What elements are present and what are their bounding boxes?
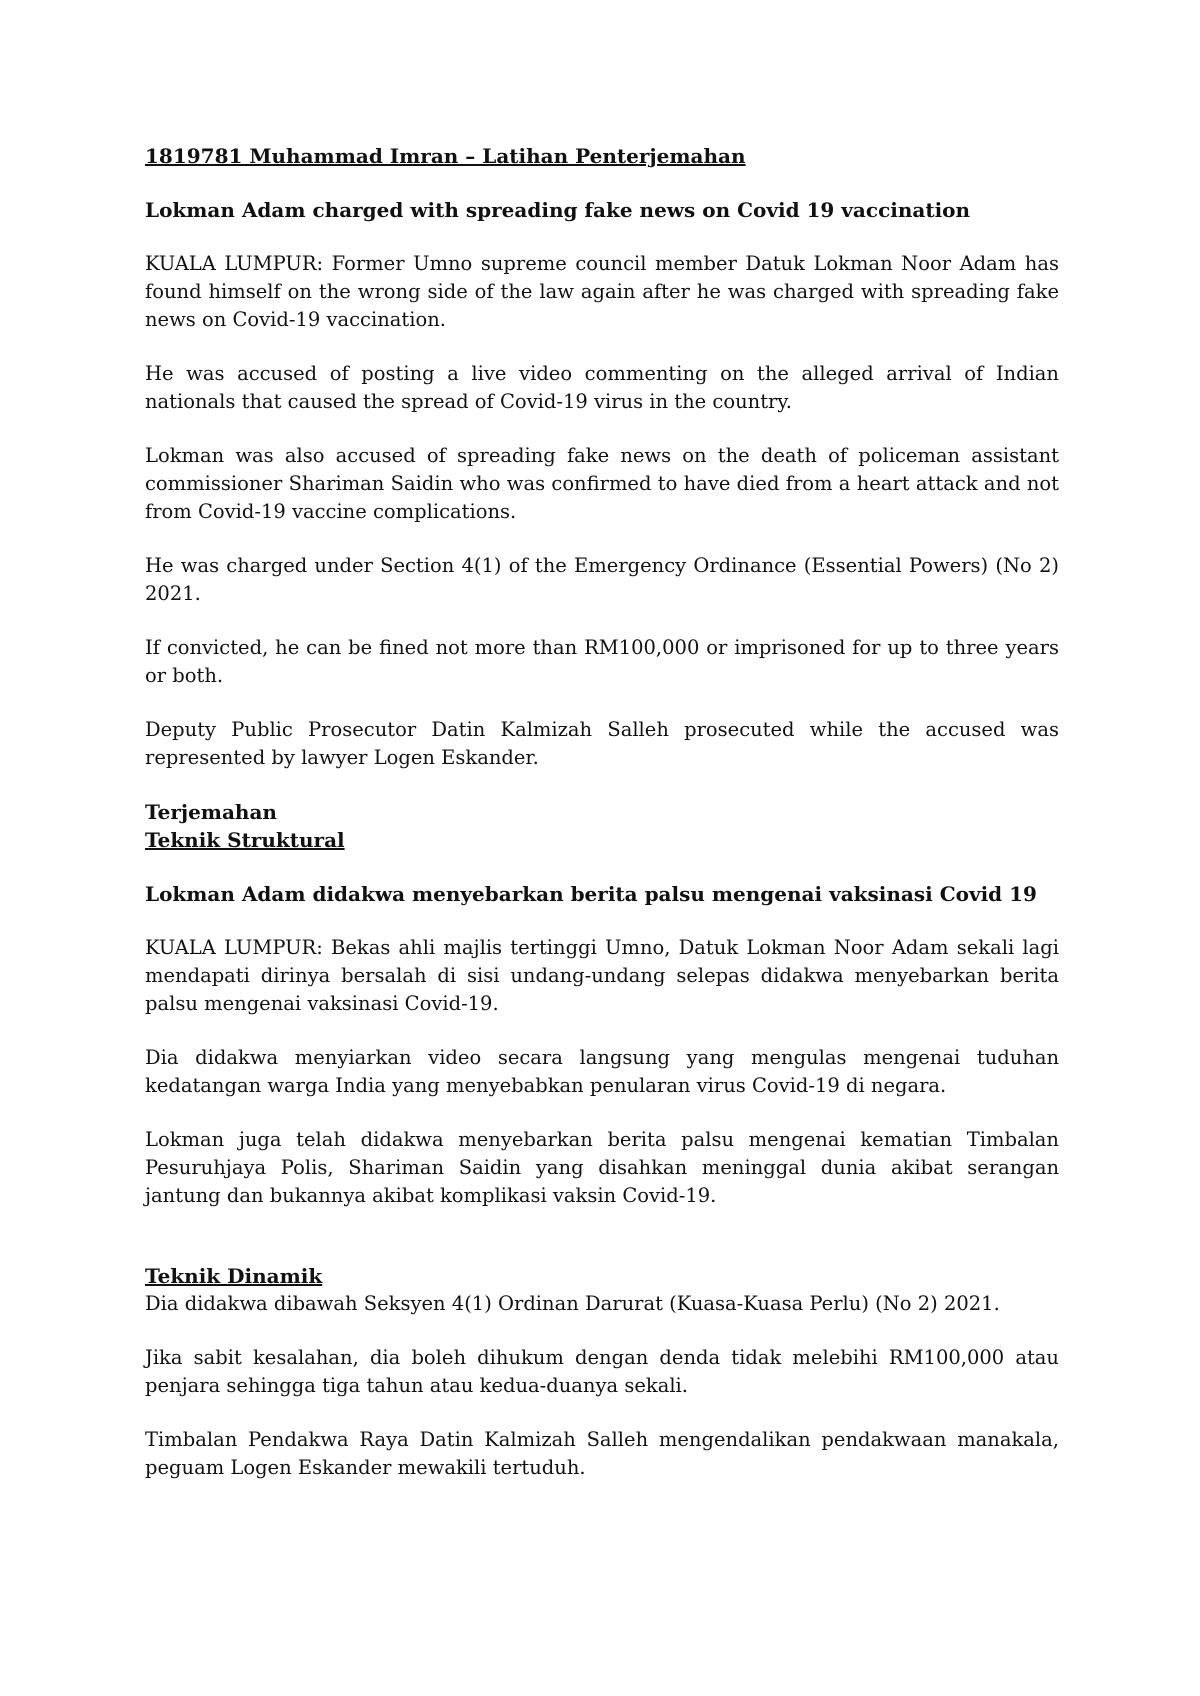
document-title: 1819781 Muhammad Imran – Latihan Penterjemahan <box>145 144 746 168</box>
structural-paragraph-3: Lokman juga telah didakwa menyebarkan berita palsu mengenai kematian Timbalan Pesuruhjaya Polis, Shariman Saidin yang disahkan meninggal dunia akibat serangan jantung dan bukannya akibat komplikasi vaksin Covid-19. <box>145 1128 1059 1207</box>
original-paragraph-3: Lokman was also accused of spreading fake news on the death of policeman assistant commissioner Shariman Saidin who was confirmed to have died from a heart attack and not from Covid-19 vaccine complications. <box>145 444 1059 523</box>
document-body <box>145 142 1059 1508</box>
original-paragraph-1: KUALA LUMPUR: Former Umno supreme council member Datuk Lokman Noor Adam has found himself on the wrong side of the law again after he was charged with spreading fake news on Covid-19 vaccination. <box>145 252 1059 331</box>
original-paragraph-6: Deputy Public Prosecutor Datin Kalmizah Salleh prosecuted while the accused was represented by lawyer Logen Eskander. <box>145 718 1059 769</box>
original-paragraph-4: He was charged under Section 4(1) of the Emergency Ordinance (Essential Powers) (No 2) 2021. <box>145 554 1059 605</box>
original-paragraph-5: If convicted, he can be fined not more than RM100,000 or imprisoned for up to three years or both. <box>145 636 1059 687</box>
dynamic-paragraph-3: Timbalan Pendakwa Raya Datin Kalmizah Salleh mengendalikan pendakwaan manakala, peguam Logen Eskander mewakili tertuduh. <box>145 1428 1059 1479</box>
structural-paragraph-1: KUALA LUMPUR: Bekas ahli majlis tertinggi Umno, Datuk Lokman Noor Adam sekali lagi mendapati dirinya bersalah di sisi undang-undang selepas didakwa menyebarkan berita palsu mengenai vaksinasi Covid-19. <box>145 936 1059 1015</box>
dynamic-technique-heading: Teknik Dinamik <box>145 1264 323 1288</box>
section-spacer <box>145 1236 1059 1262</box>
dynamic-paragraph-2: Jika sabit kesalahan, dia boleh dihukum dengan denda tidak melebihi RM100,000 atau penjara sehingga tiga tahun atau kedua-duanya sekali. <box>145 1346 1059 1397</box>
structural-paragraph-2: Dia didakwa menyiarkan video secara langsung yang mengulas mengenai tuduhan kedatangan warga India yang menyebabkan penularan virus Covid-19 di negara. <box>145 1046 1059 1097</box>
original-paragraph-2: He was accused of posting a live video commenting on the alleged arrival of Indian nationals that caused the spread of Covid-19 virus in the country. <box>145 362 1059 413</box>
original-headline: Lokman Adam charged with spreading fake news on Covid 19 vaccination <box>145 198 971 222</box>
translation-label: Terjemahan <box>145 800 277 824</box>
structural-technique-heading: Teknik Struktural <box>145 828 345 852</box>
dynamic-paragraph-1: Dia didakwa dibawah Seksyen 4(1) Ordinan Darurat (Kuasa-Kuasa Perlu) (No 2) 2021. <box>145 1292 1000 1315</box>
translated-headline: Lokman Adam didakwa menyebarkan berita palsu mengenai vaksinasi Covid 19 <box>145 882 1037 906</box>
